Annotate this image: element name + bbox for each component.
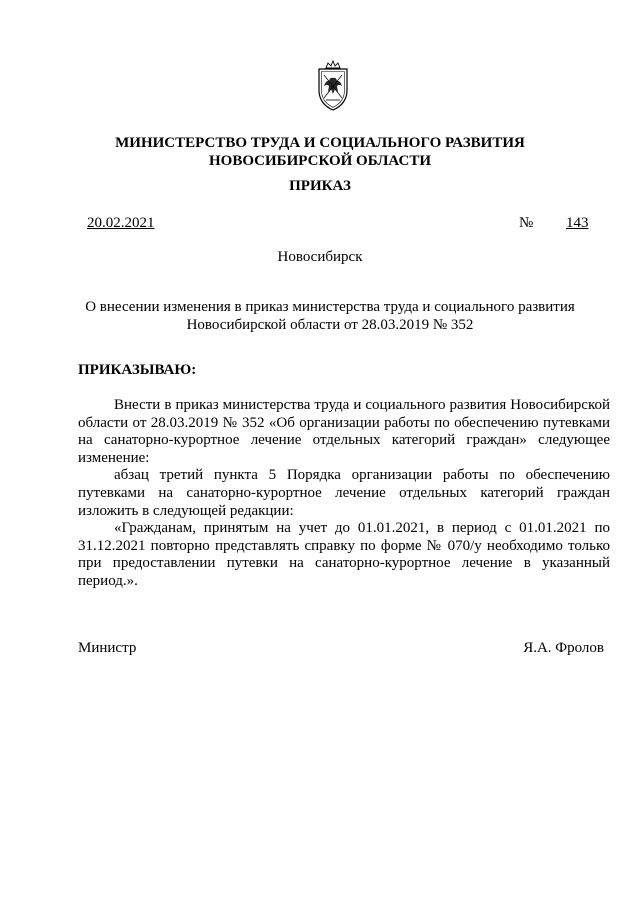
ministry-line-1: МИНИСТЕРСТВО ТРУДА И СОЦИАЛЬНОГО РАЗВИТИЯ [115,135,525,151]
number-sign: № [519,215,534,231]
document-subject [60,298,600,334]
order-body [78,397,610,591]
body-paragraph: «Гражданам, принятым на учет до 01.01.2021, в период с 01.01.2021 по 31.12.2021 повторно представлять справку по форме № 070/у необходимо только при предоставлении путевки на санаторно-курортное лечение в указанный период.». [78,520,610,589]
body-paragraph: абзац третий пункта 5 Порядка организации работы по обеспечению путевками на санаторно-курортное лечение отдельных категорий граждан изложить в следующей редакции: [78,467,610,519]
order-heading: ПРИКАЗЫВАЮ: [78,362,197,378]
subject-line-1: О внесении изменения в приказ министерства труда и социального развития [85,299,575,315]
city: Новосибирск [277,249,363,265]
subject-line-2: Новосибирской области от 28.03.2019 № 352 [186,317,474,333]
signatory-position: Министр [78,640,137,656]
document-number: 143 [566,215,589,231]
document-date: 20.02.2021 [87,215,155,231]
body-paragraph: Внести в приказ министерства труда и социального развития Новосибирской области от 28.03.2019 № 352 «Об организации работы по обеспечению путевками на санаторно-курортное лечение отдельных категорий граждан» следующее изменение: [78,397,610,466]
document-type: ПРИКАЗ [289,178,351,194]
ministry-name [60,134,580,170]
signatory-name: Я.А. Фролов [523,640,604,656]
coat-of-arms-icon [314,60,352,112]
ministry-line-2: НОВОСИБИРСКОЙ ОБЛАСТИ [208,153,432,169]
